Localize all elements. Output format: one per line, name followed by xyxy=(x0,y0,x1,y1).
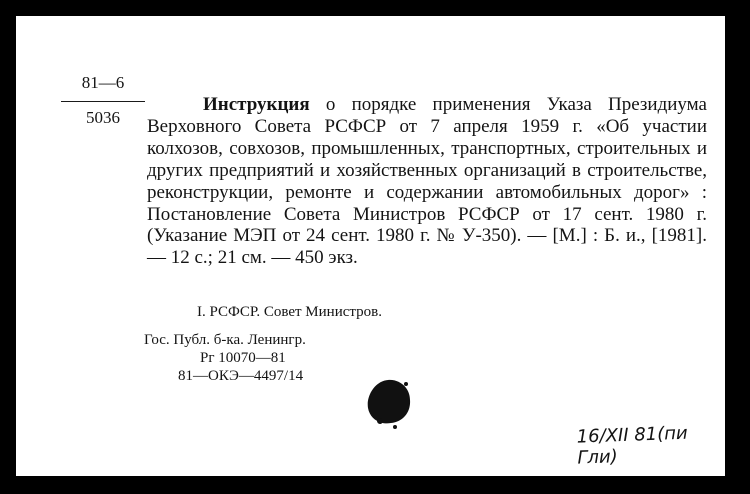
handwritten-note: 16/XII 81(пи Гли) xyxy=(576,422,689,469)
classification-number xyxy=(61,73,145,128)
library-stamp-text xyxy=(144,331,306,385)
ink-blot-icon xyxy=(358,372,418,432)
library-name: Гос. Публ. б-ка. Ленингр. xyxy=(144,332,306,348)
registration-number: Рг 10070—81 xyxy=(200,350,286,366)
title-heading: Инструкция xyxy=(203,94,310,115)
description-text: о порядке применения Указа Президиума Верховного Совета РСФСР от 7 апреля 1959 г. «Об участии колхозов, совхозов, промышленных, транспортных, строительных и других предприятий и хозяйственных организаций в строительстве, реконструкции, ремонте и содержании автомобильных дорог» : Постановление Совета Министров РСФСР от 17 сент. 1980 г. (Указание МЭП от 24 сент. 1980 г. № У-350). — [М.] : Б. и., [1981]. — 12 с.; 21 см. — 450 экз. xyxy=(147,94,707,269)
added-entry: I. РСФСР. Совет Министров. xyxy=(197,304,382,320)
catalog-card xyxy=(16,16,725,476)
bibliographic-description xyxy=(147,94,707,269)
classification-bottom: 5036 xyxy=(86,108,120,127)
order-number: 81—ОКЭ—4497/14 xyxy=(178,368,304,384)
classification-top: 81—6 xyxy=(81,73,125,92)
classification-divider xyxy=(61,101,145,102)
